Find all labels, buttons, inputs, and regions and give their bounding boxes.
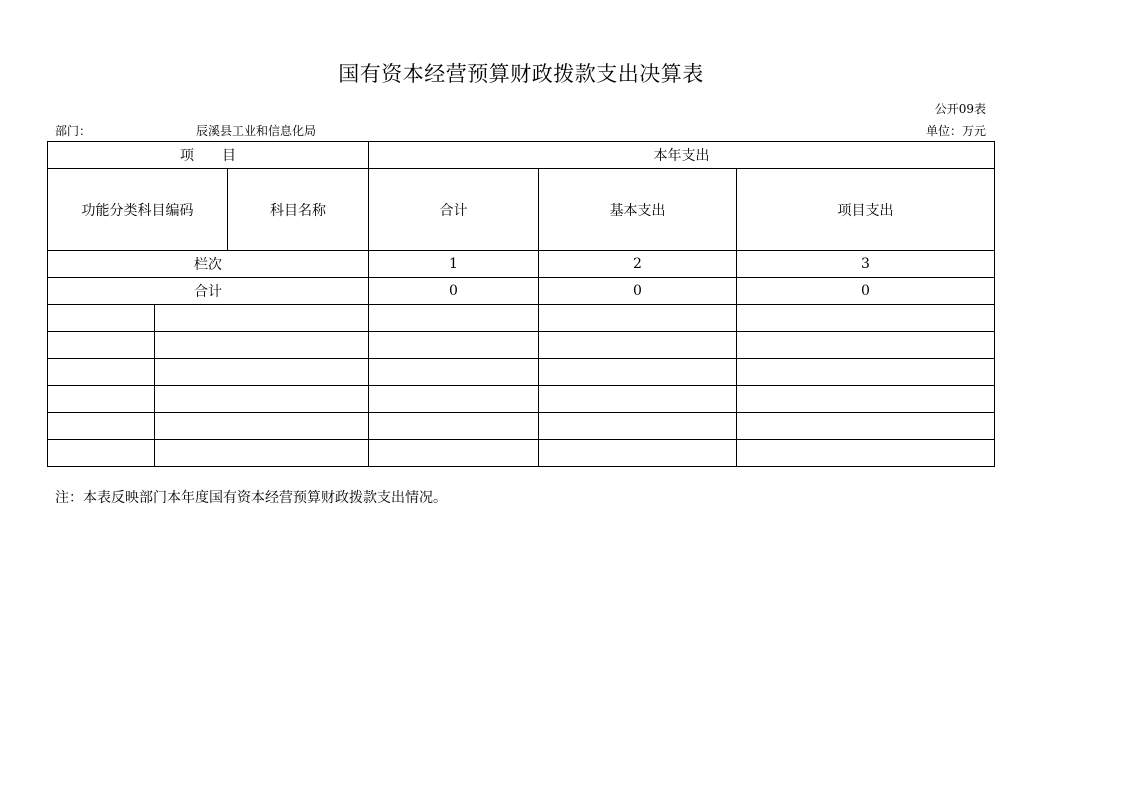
header-subject-name: 科目名称 (228, 169, 369, 251)
footnote: 注：本表反映部门本年度国有资本经营预算财政拨款支出情况。 (55, 490, 447, 506)
table-cell (369, 332, 539, 359)
table-cell (48, 386, 155, 413)
table-cell (369, 413, 539, 440)
table-row (48, 332, 995, 359)
subheader-row (48, 169, 995, 251)
page-title: 国有资本经营预算财政拨款支出决算表 (338, 62, 704, 86)
table-row (48, 440, 995, 467)
table-cell (539, 359, 737, 386)
table-cell (155, 359, 369, 386)
header-basic: 基本支出 (539, 169, 737, 251)
expenditure-table (47, 141, 995, 467)
table-cell (737, 440, 995, 467)
table-cell (539, 305, 737, 332)
header-total: 合计 (369, 169, 539, 251)
column-number-row (48, 251, 995, 278)
total-row-basic: 0 (539, 278, 737, 305)
table-cell (737, 413, 995, 440)
table-cell (737, 386, 995, 413)
table-cell (737, 305, 995, 332)
table-cell (737, 332, 995, 359)
table-cell (155, 332, 369, 359)
total-row-label: 合计 (48, 278, 369, 305)
header-row (48, 142, 995, 169)
table-cell (48, 413, 155, 440)
total-row (48, 278, 995, 305)
table-cell (369, 305, 539, 332)
table-row (48, 359, 995, 386)
table-cell (48, 359, 155, 386)
column-number-3: 3 (737, 251, 995, 278)
table-cell (369, 359, 539, 386)
header-current-year: 本年支出 (369, 142, 995, 169)
table-cell (539, 440, 737, 467)
table-row (48, 386, 995, 413)
total-row-total: 0 (369, 278, 539, 305)
total-row-project: 0 (737, 278, 995, 305)
table-row (48, 413, 995, 440)
header-func-code: 功能分类科目编码 (48, 169, 228, 251)
header-project: 项目支出 (737, 169, 995, 251)
table-cell (539, 332, 737, 359)
header-item: 项 目 (48, 142, 369, 169)
unit-label: 单位：万元 (925, 124, 986, 138)
table-cell (155, 305, 369, 332)
table-cell (539, 413, 737, 440)
department-name: 辰溪县工业和信息化局 (196, 124, 317, 138)
table-cell (155, 440, 369, 467)
table-cell (737, 359, 995, 386)
table-cell (155, 386, 369, 413)
table-cell (369, 440, 539, 467)
table-cell (155, 413, 369, 440)
department-label: 部门： (55, 124, 92, 138)
form-number: 公开09表 (934, 102, 986, 116)
table-cell (369, 386, 539, 413)
table-cell (48, 332, 155, 359)
table-cell (539, 386, 737, 413)
column-number-1: 1 (369, 251, 539, 278)
column-number-2: 2 (539, 251, 737, 278)
table-cell (48, 440, 155, 467)
column-number-label: 栏次 (48, 251, 369, 278)
table-cell (48, 305, 155, 332)
table-row (48, 305, 995, 332)
